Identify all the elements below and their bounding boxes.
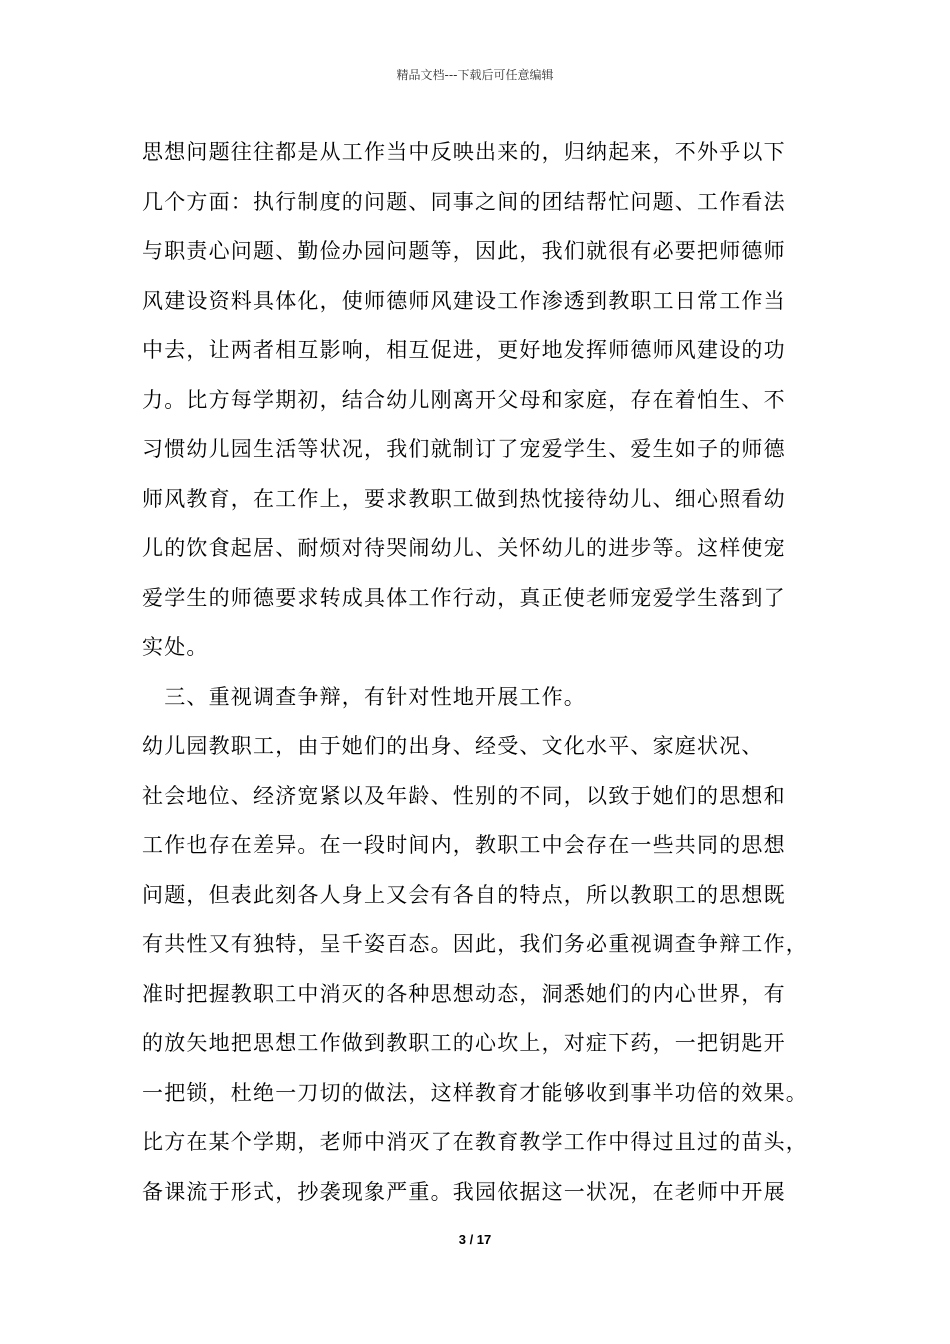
text-line: 工作也存在差异。在一段时间内，教职工中会存在一些共同的思想 — [142, 833, 786, 857]
page-number: 3 / 17 — [458, 1232, 492, 1247]
text-line: 与职责心问题、勤俭办园问题等，因此，我们就很有必要把师德师 — [142, 239, 786, 263]
text-line: 的放矢地把思想工作做到教职工的心坎上，对症下药，一把钥匙开 — [142, 1031, 786, 1055]
text-line: 比方在某个学期，老师中消灭了在教育教学工作中得过且过的苗头， — [142, 1130, 808, 1154]
document-body — [142, 128, 822, 1217]
text-line: 准时把握教职工中消灭的各种思想动态，洞悉她们的内心世界，有 — [142, 981, 786, 1006]
text-line: 习惯幼儿园生活等状况，我们就制订了宠爱学生、爱生如子的师德 — [142, 437, 786, 461]
text-line: 备课流于形式，抄袭现象严重。我园依据这一状况，在老师中开展 — [142, 1179, 786, 1204]
text-line: 实处。 — [142, 635, 209, 659]
text-line: 风建设资料具体化，使师德师风建设工作渗透到教职工日常工作当 — [142, 288, 786, 313]
text-line: 有共性又有独特，呈千姿百态。因此，我们务必重视调查争辩工作， — [142, 932, 808, 956]
text-line: 中去，让两者相互影响，相互促进，更好地发挥师德师风建设的功 — [142, 338, 786, 362]
text-line: 问题，但表此刻各人身上又会有各自的特点，所以教职工的思想既 — [142, 882, 786, 907]
text-line: 师风教育，在工作上，要求教职工做到热忱接待幼儿、细心照看幼 — [142, 486, 786, 511]
text-line: 力。比方每学期初，结合幼儿刚离开父母和家庭，存在着怕生、不 — [142, 387, 786, 412]
text-line: 思想问题往往都是从工作当中反映出来的，归纳起来，不外乎以下 — [142, 140, 786, 164]
text-line: 社会地位、经济宽紧以及年龄、性别的不同，以致于她们的思想和 — [142, 783, 786, 808]
text-line: 几个方面：执行制度的问题、同事之间的团结帮忙问题、工作看法 — [142, 189, 786, 214]
text-line: 一把锁，杜绝一刀切的做法，这样教育才能够收到事半功倍的效果。 — [142, 1080, 808, 1105]
text-line: 儿的饮食起居、耐烦对待哭闹幼儿、关怀幼儿的进步等。这样使宠 — [142, 536, 786, 560]
page-header: 精品文档---下载后可任意编辑 — [396, 68, 554, 82]
section-heading: 三、重视调查争辩，有针对性地开展工作。 — [142, 684, 586, 709]
text-line: 爱学生的师德要求转成具体工作行动，真正使老师宠爱学生落到了 — [142, 585, 786, 610]
text-line: 幼儿园教职工，由于她们的出身、经受、文化水平、家庭状况、 — [142, 734, 764, 758]
